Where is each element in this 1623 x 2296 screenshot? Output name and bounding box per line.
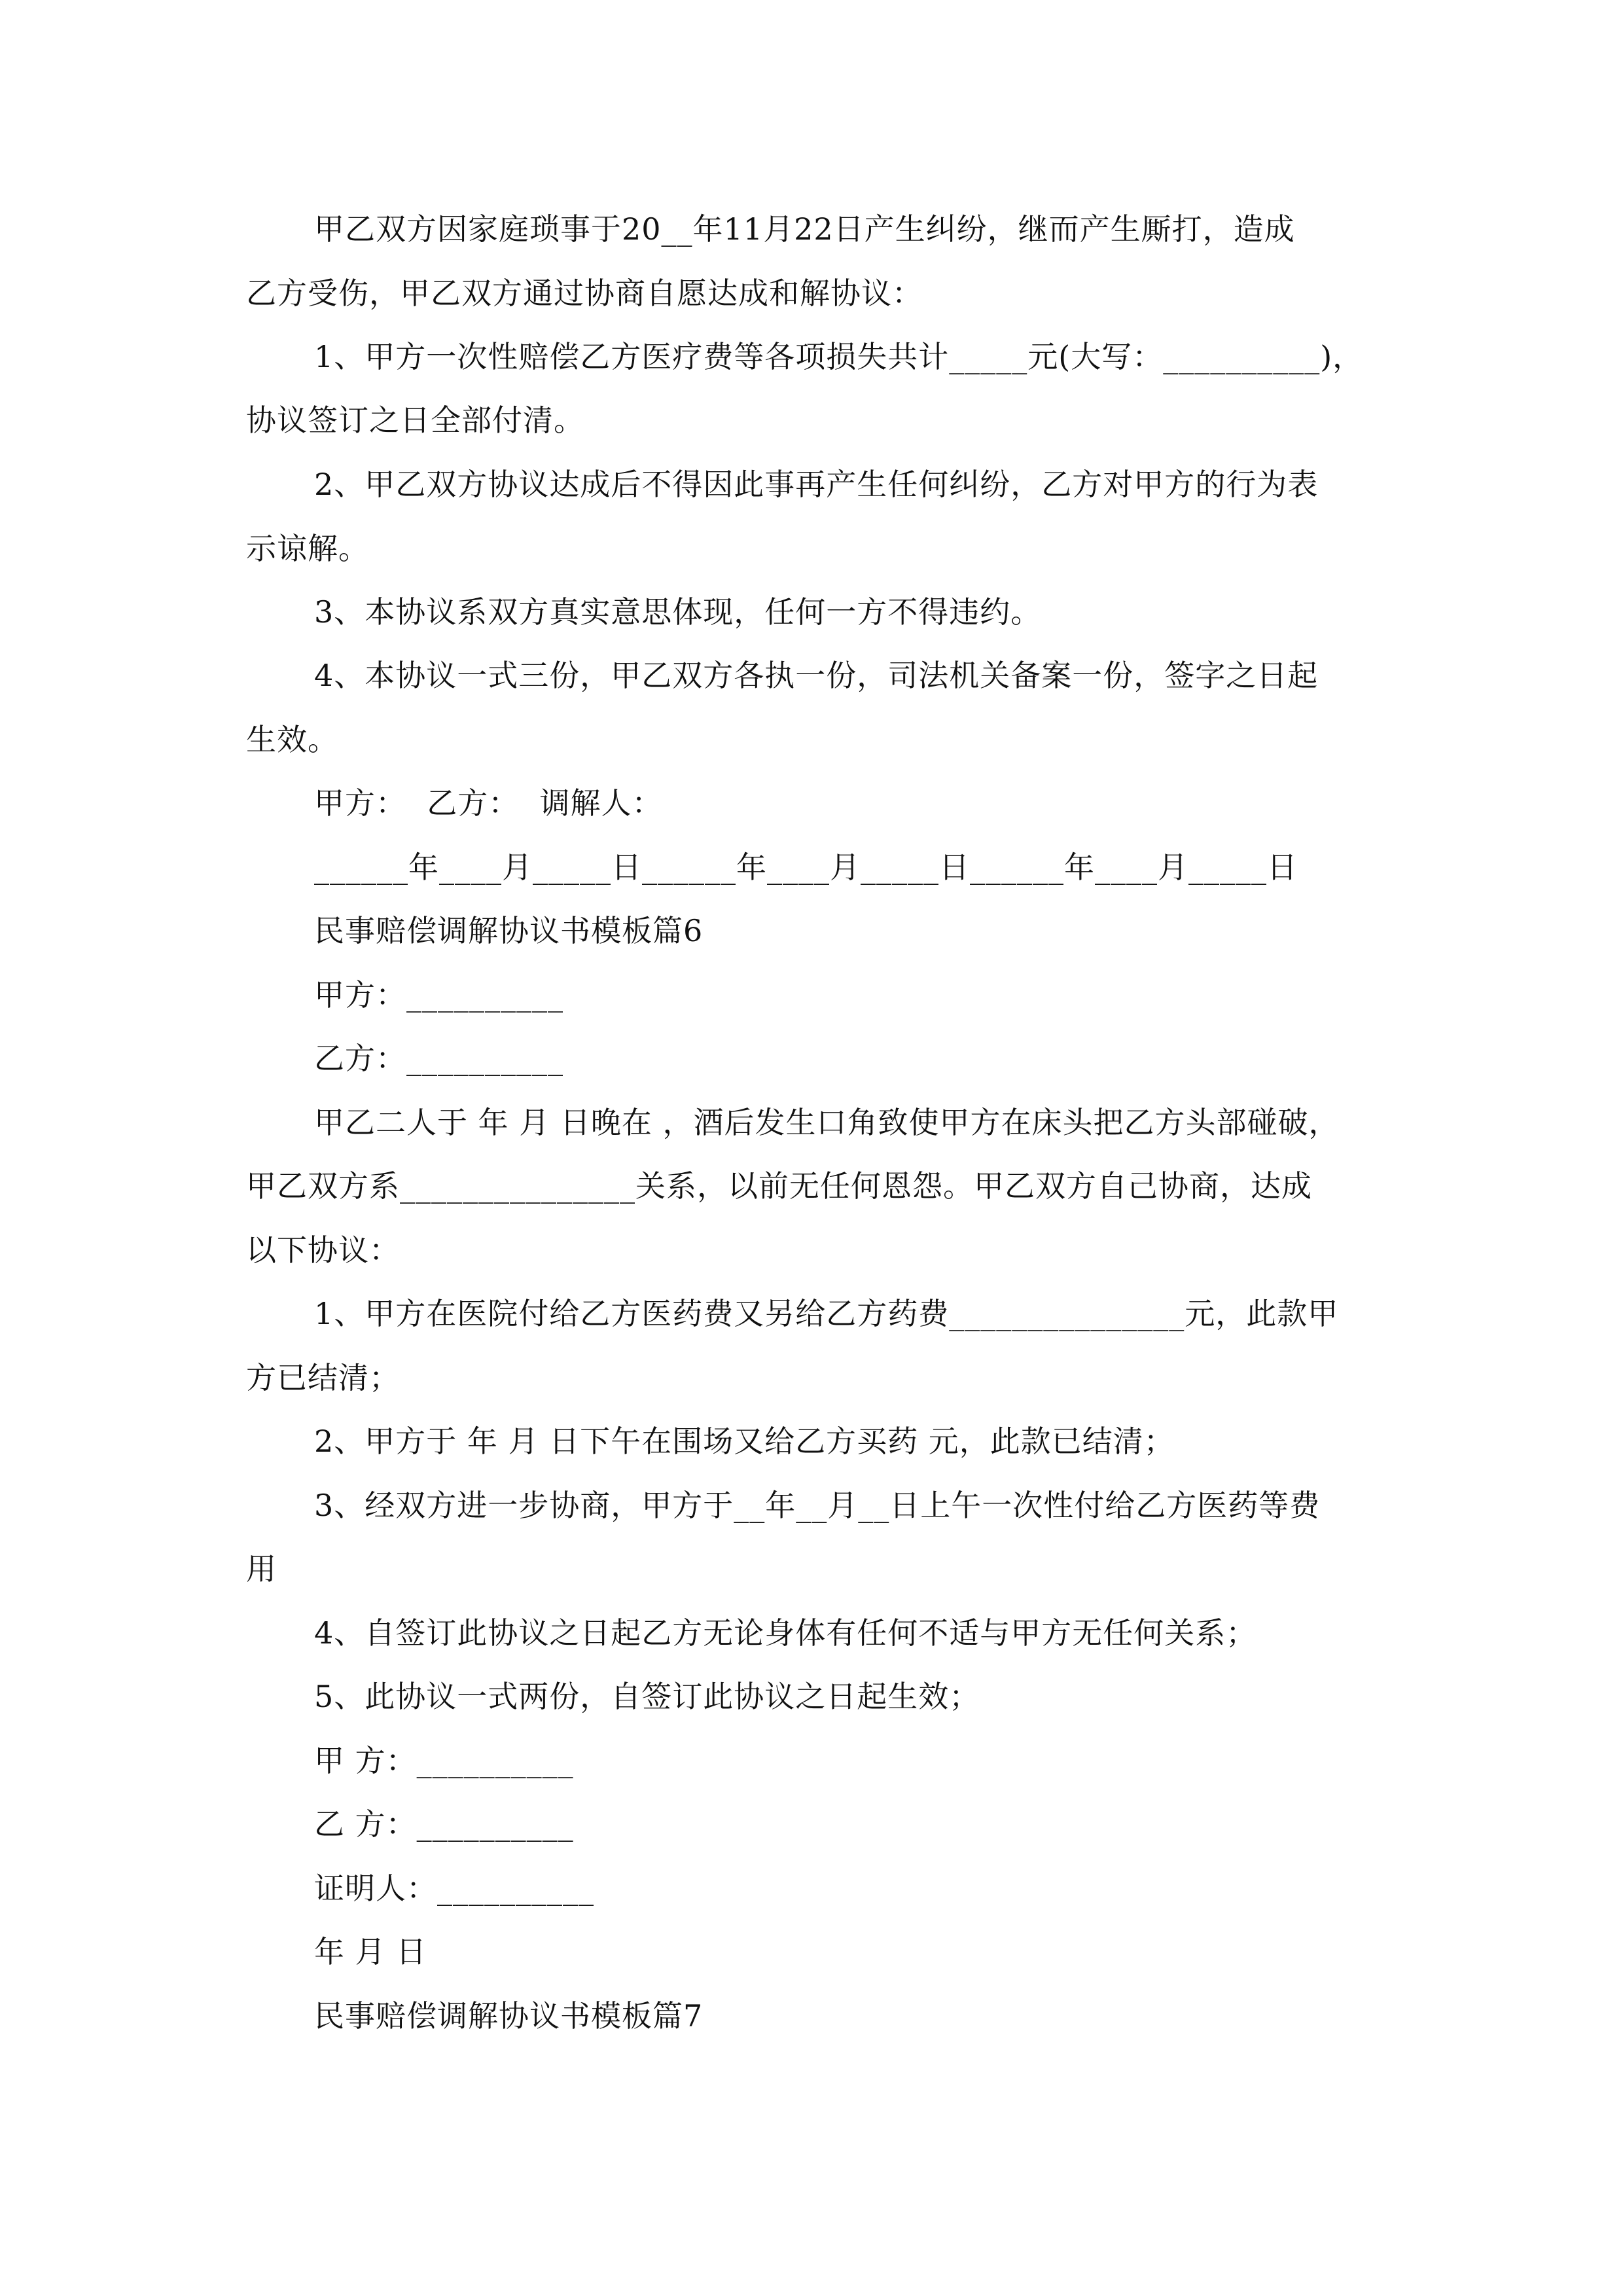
text-line: 2、甲乙双方协议达成后不得因此事再产生任何纠纷，乙方对甲方的行为表 xyxy=(314,467,1319,502)
text-line: 2、甲方于 年 月 日下午在围场又给乙方买药 元，此款已结清； xyxy=(314,1424,1175,1459)
text-line: 3、经双方进一步协商，甲方于__年__月__日上午一次性付给乙方医药等费 xyxy=(314,1488,1321,1523)
text-line: 乙方受伤，甲乙双方通过协商自愿达成和解协议： xyxy=(246,276,923,311)
text-line: 方已结清； xyxy=(246,1360,400,1395)
text-line: 示谅解。 xyxy=(246,531,369,566)
text-line: 1、甲方一次性赔偿乙方医疗费等各项损失共计_____元(大写：__________)， xyxy=(314,339,1364,374)
signature-labels: 甲方： 乙方： 调解人： xyxy=(314,785,663,821)
party-b-signature-field: 乙 方：__________ xyxy=(314,1806,574,1842)
text-line: 以下协议： xyxy=(246,1232,400,1268)
text-line: 生效。 xyxy=(246,722,338,757)
date-field: 年 月 日 xyxy=(314,1934,427,1969)
text-line: 3、本协议系双方真实意思体现，任何一方不得违约。 xyxy=(314,594,1042,630)
section-heading: 民事赔偿调解协议书模板篇6 xyxy=(314,913,704,948)
party-b-field: 乙方：__________ xyxy=(314,1041,563,1076)
text-line: 甲乙双方系_______________关系，以前无任何恩怨。甲乙双方自己协商，达成 xyxy=(246,1168,1312,1204)
text-line: 协议签订之日全部付清。 xyxy=(246,403,584,438)
text-line: 用 xyxy=(246,1551,277,1587)
text-line: 甲乙二人于 年 月 日晚在 ，酒后发生口角致使甲方在床头把乙方头部碰破， xyxy=(314,1105,1340,1140)
witness-field: 证明人：__________ xyxy=(314,1871,594,1906)
text-line: 甲乙双方因家庭琐事于20__年11月22日产生纠纷，继而产生厮打，造成 xyxy=(314,211,1295,247)
text-line: 4、自签订此协议之日起乙方无论身体有任何不适与甲方无任何关系； xyxy=(314,1615,1257,1651)
party-a-field: 甲方：__________ xyxy=(314,977,563,1013)
section-heading: 民事赔偿调解协议书模板篇7 xyxy=(314,1998,704,2034)
date-blanks: ______年____月_____日______年____月_____日______年____月_____日 xyxy=(314,850,1298,885)
text-line: 1、甲方在医院付给乙方医药费又另给乙方药费_______________元，此款甲 xyxy=(314,1296,1339,1331)
party-a-signature-field: 甲 方：__________ xyxy=(314,1743,574,1778)
text-line: 4、本协议一式三份，甲乙双方各执一份，司法机关备案一份，签字之日起 xyxy=(314,658,1319,693)
text-line: 5、此协议一式两份，自签订此协议之日起生效； xyxy=(314,1679,980,1714)
